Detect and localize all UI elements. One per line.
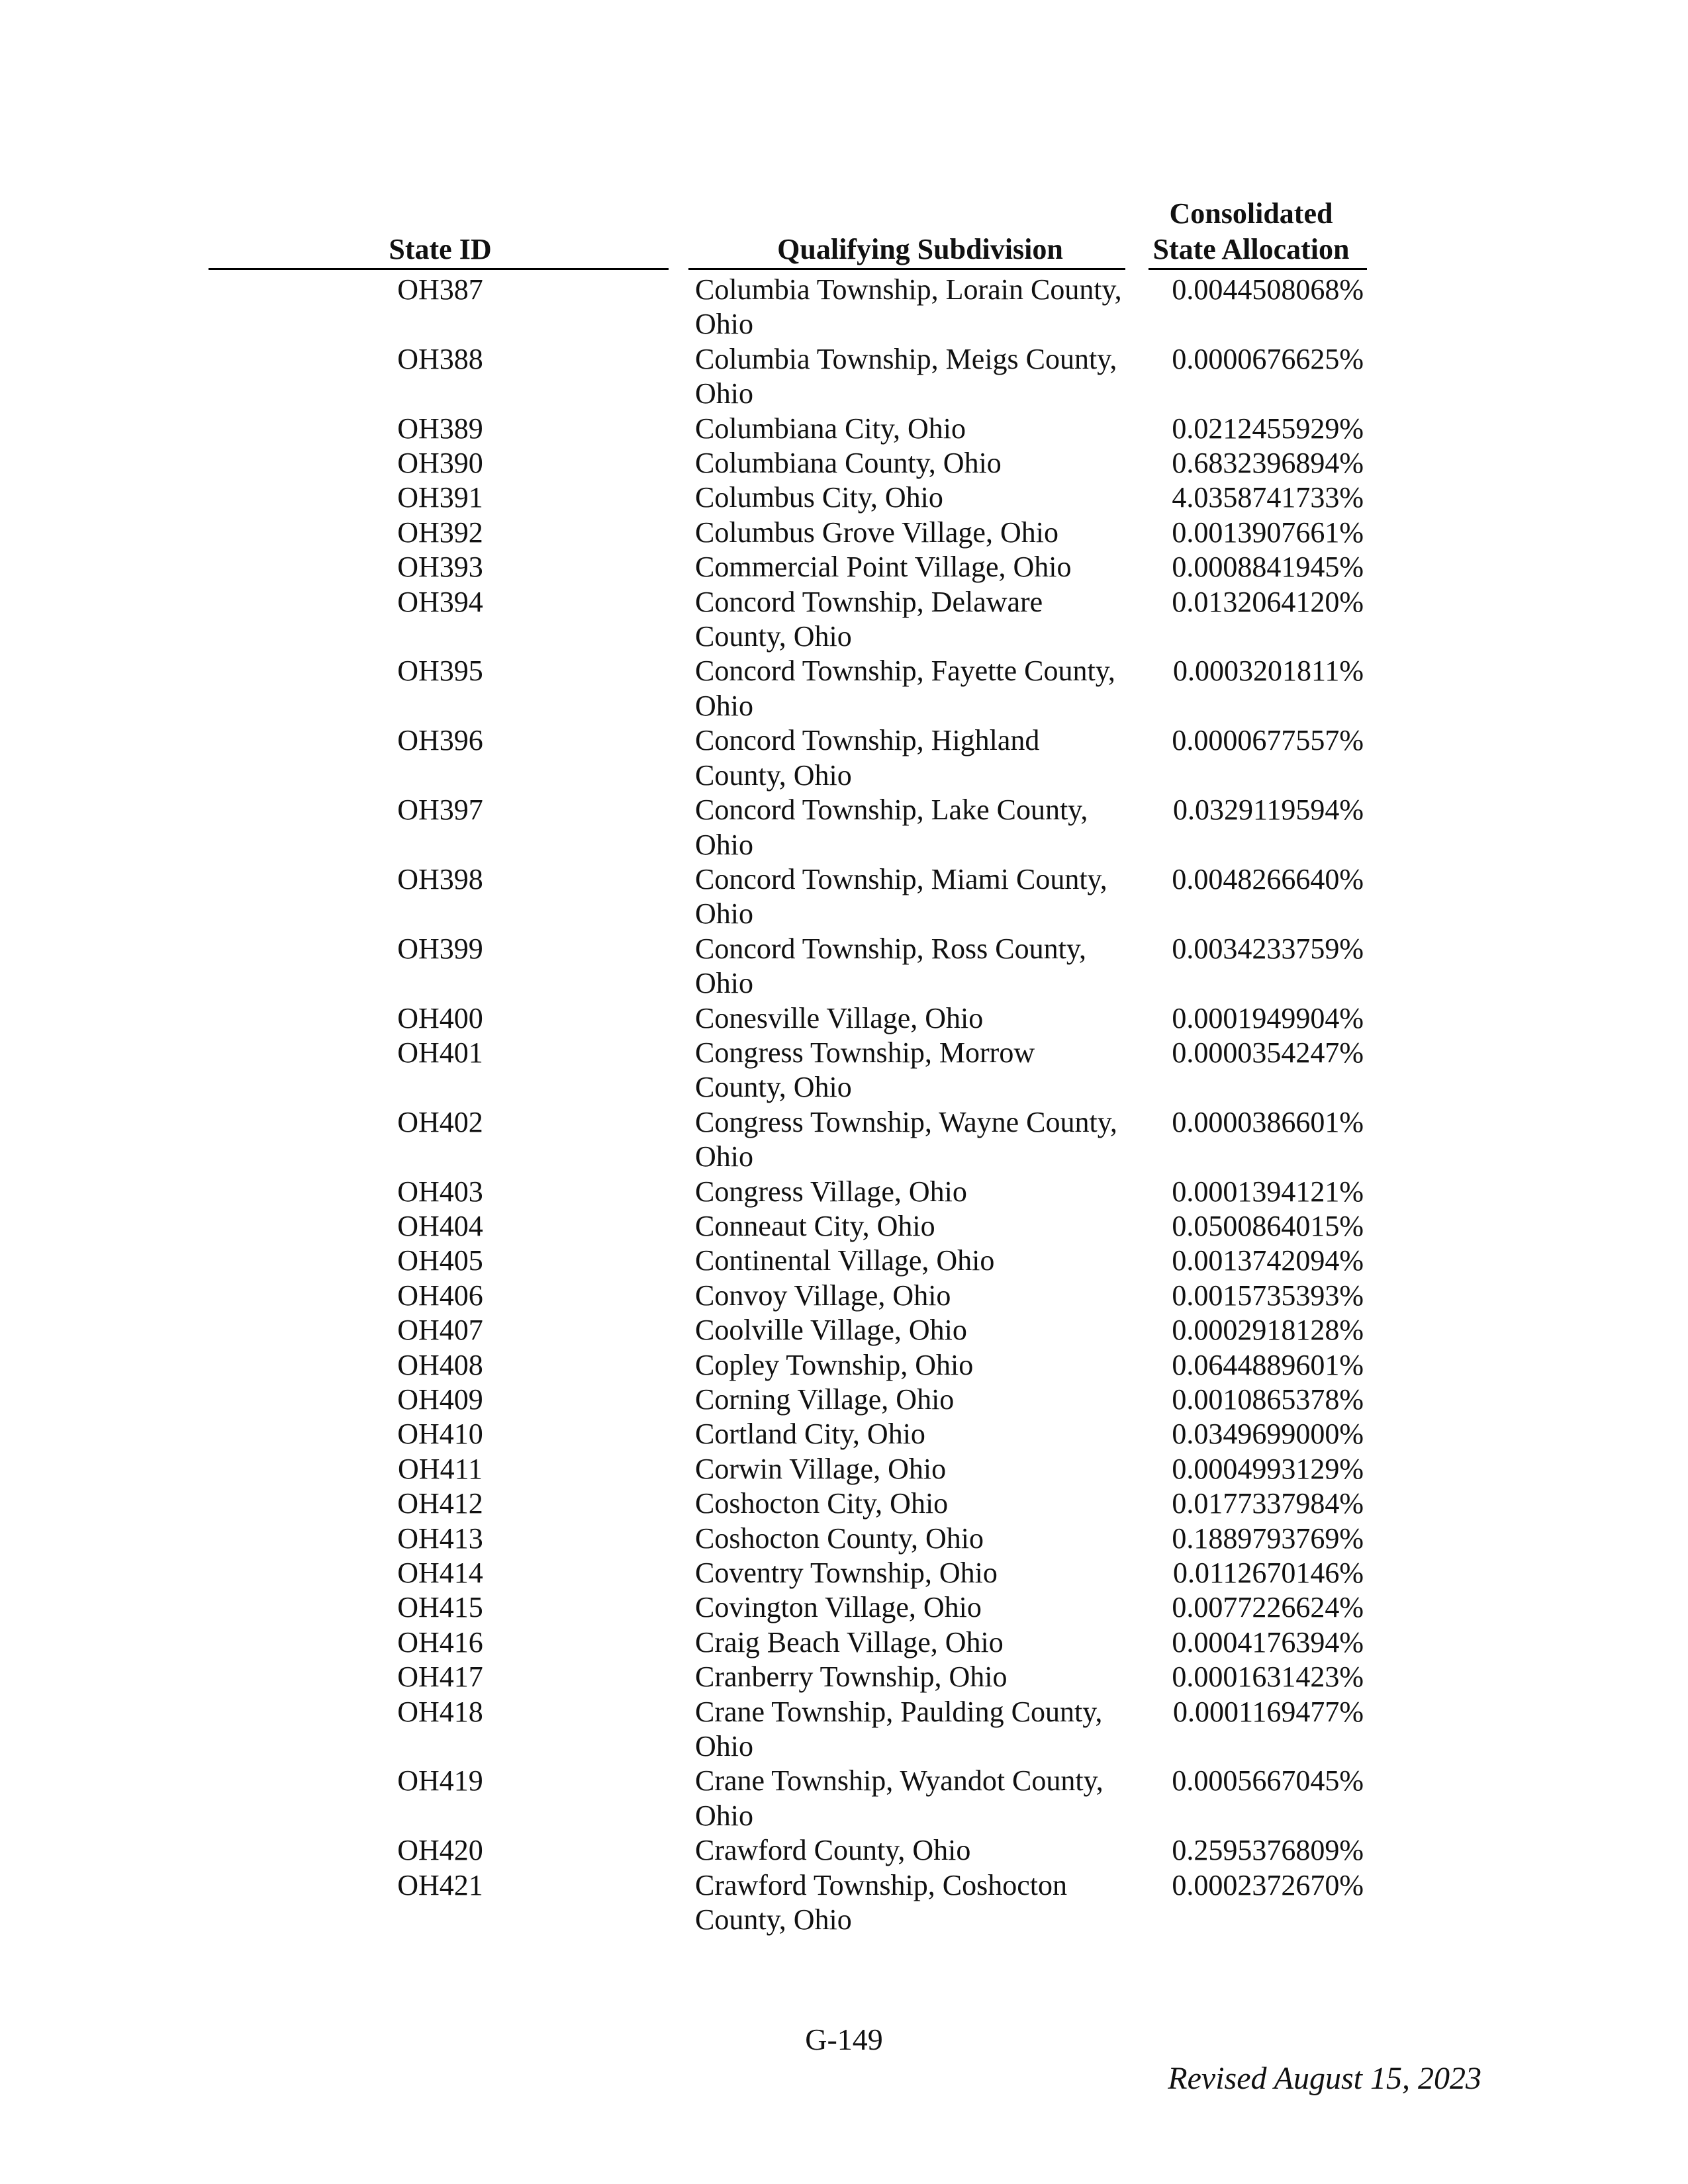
state-id-cell: OH406	[397, 1279, 483, 1312]
allocation-cell: 0.0004176394%	[1172, 1625, 1364, 1659]
table-row	[0, 1244, 1688, 1278]
revision-date: Revised August 15, 2023	[1168, 2061, 1481, 2096]
table-row	[0, 1868, 1688, 1938]
table-row	[0, 1590, 1688, 1625]
subdivision-cell: Columbia Township, Lorain County, Ohio	[695, 273, 1122, 341]
subdivision-cell: Congress Township, Wayne County, Ohio	[695, 1105, 1117, 1173]
allocation-cell: 0.0001169477%	[1172, 1695, 1364, 1728]
state-id-cell: OH421	[397, 1868, 483, 1901]
state-id-cell: OH394	[397, 585, 483, 618]
allocation-cell: 0.0349699000%	[1172, 1418, 1364, 1451]
state-id-cell: OH412	[397, 1487, 483, 1520]
table-row	[0, 1695, 1688, 1764]
subdivision-cell: Columbus City, Ohio	[695, 481, 943, 514]
state-id-cell: OH405	[397, 1244, 483, 1277]
allocation-cell: 0.0002372670%	[1172, 1868, 1364, 1901]
allocation-cell: 0.0132064120%	[1172, 585, 1364, 618]
subdivision-cell: Concord Township, Fayette County, Ohio	[695, 655, 1115, 722]
allocation-table-body	[0, 273, 1688, 1938]
subdivision-cell: Covington Village, Ohio	[695, 1591, 982, 1624]
state-id-cell: OH399	[397, 932, 483, 965]
table-row	[0, 516, 1688, 550]
subdivision-cell: Coshocton County, Ohio	[695, 1522, 984, 1555]
state-id-cell: OH407	[397, 1314, 483, 1347]
allocation-cell: 0.0010865378%	[1172, 1383, 1364, 1416]
subdivision-cell: Columbiana City, Ohio	[695, 412, 966, 445]
table-row	[0, 446, 1688, 480]
header-allocation-line2: State Allocation	[1152, 233, 1350, 265]
state-id-cell: OH401	[397, 1036, 483, 1069]
subdivision-cell: Convoy Village, Ohio	[695, 1279, 951, 1312]
subdivision-cell: Concord Township, Miami County, Ohio	[695, 862, 1107, 931]
subdivision-cell: Commercial Point Village, Ohio	[695, 551, 1072, 584]
state-id-cell: OH416	[397, 1625, 483, 1659]
subdivision-cell: Concord Township, Delaware County, Ohio	[695, 585, 1043, 653]
table-row	[0, 1833, 1688, 1868]
table-row	[0, 273, 1688, 342]
subdivision-cell: Concord Township, Highland County, Ohio	[695, 724, 1040, 792]
state-id-cell: OH390	[397, 447, 483, 480]
header-state-id: State ID	[389, 233, 492, 265]
subdivision-cell: Cranberry Township, Ohio	[695, 1661, 1008, 1694]
subdivision-cell: Conesville Village, Ohio	[695, 1001, 984, 1034]
table-row	[0, 1105, 1688, 1175]
allocation-cell: 0.0001394121%	[1172, 1175, 1364, 1208]
subdivision-cell: Crane Township, Paulding County, Ohio	[695, 1695, 1103, 1763]
subdivision-cell: Columbiana County, Ohio	[695, 447, 1002, 480]
table-row	[0, 1036, 1688, 1105]
table-row	[0, 1660, 1688, 1694]
state-id-cell: OH397	[397, 794, 483, 827]
state-id-cell: OH413	[397, 1522, 483, 1555]
table-row	[0, 342, 1688, 412]
subdivision-cell: Coventry Township, Ohio	[695, 1557, 998, 1590]
table-row	[0, 1452, 1688, 1486]
state-id-cell: OH408	[397, 1348, 483, 1381]
header-rule-state-id	[209, 268, 669, 270]
state-id-cell: OH391	[397, 481, 483, 514]
state-id-cell: OH400	[397, 1001, 483, 1034]
subdivision-cell: Columbia Township, Meigs County, Ohio	[695, 342, 1117, 410]
header-rule-subdivision	[688, 268, 1125, 270]
allocation-cell: 0.0008841945%	[1172, 551, 1364, 584]
table-row	[0, 412, 1688, 446]
state-id-cell: OH414	[397, 1557, 483, 1590]
allocation-cell: 0.0034233759%	[1172, 932, 1364, 965]
table-row	[0, 550, 1688, 584]
table-row	[0, 1486, 1688, 1521]
allocation-cell: 0.0002918128%	[1172, 1314, 1364, 1347]
state-id-cell: OH404	[397, 1209, 483, 1242]
allocation-cell: 0.0004993129%	[1172, 1452, 1364, 1485]
subdivision-cell: Congress Village, Ohio	[695, 1175, 967, 1208]
table-row	[0, 1001, 1688, 1036]
state-id-cell: OH398	[397, 862, 483, 895]
state-id-cell: OH402	[397, 1105, 483, 1138]
state-id-cell: OH417	[397, 1661, 483, 1694]
state-id-cell: OH393	[397, 551, 483, 584]
subdivision-cell: Craig Beach Village, Ohio	[695, 1625, 1004, 1659]
table-row	[0, 1522, 1688, 1556]
state-id-cell: OH411	[398, 1452, 483, 1485]
allocation-cell: 0.2595376809%	[1172, 1834, 1364, 1867]
table-row	[0, 932, 1688, 1001]
allocation-cell: 0.0112670146%	[1172, 1557, 1364, 1590]
table-row	[0, 1313, 1688, 1347]
allocation-cell: 0.0000386601%	[1172, 1105, 1364, 1138]
allocation-cell: 0.0013907661%	[1172, 516, 1364, 549]
subdivision-cell: Copley Township, Ohio	[695, 1348, 974, 1381]
subdivision-cell: Coolville Village, Ohio	[695, 1314, 967, 1347]
header-rule-allocation	[1149, 268, 1367, 270]
table-row	[0, 1556, 1688, 1590]
state-id-cell: OH415	[397, 1591, 483, 1624]
allocation-cell: 0.0212455929%	[1172, 412, 1364, 445]
allocation-cell: 0.0001949904%	[1172, 1001, 1364, 1034]
allocation-cell: 4.0358741733%	[1172, 481, 1364, 514]
subdivision-cell: Concord Township, Ross County, Ohio	[695, 932, 1086, 1000]
allocation-cell: 0.0000677557%	[1172, 724, 1364, 757]
allocation-cell: 0.0329119594%	[1172, 794, 1364, 827]
allocation-cell: 0.0015735393%	[1172, 1279, 1364, 1312]
table-row	[0, 654, 1688, 723]
table-row	[0, 480, 1688, 515]
state-id-cell: OH409	[397, 1383, 483, 1416]
subdivision-cell: Coshocton City, Ohio	[695, 1487, 949, 1520]
state-id-cell: OH389	[397, 412, 483, 445]
allocation-cell: 0.0000354247%	[1172, 1036, 1364, 1069]
state-id-cell: OH420	[397, 1834, 483, 1867]
subdivision-cell: Cortland City, Ohio	[695, 1418, 925, 1451]
allocation-cell: 0.0005667045%	[1172, 1764, 1364, 1797]
page-number: G-149	[805, 2023, 883, 2056]
allocation-cell: 0.0644889601%	[1172, 1348, 1364, 1381]
subdivision-cell: Concord Township, Lake County, Ohio	[695, 794, 1088, 861]
allocation-cell: 0.0048266640%	[1172, 862, 1364, 895]
table-row	[0, 1383, 1688, 1417]
state-id-cell: OH395	[397, 655, 483, 688]
subdivision-cell: Corwin Village, Ohio	[695, 1452, 947, 1485]
allocation-cell: 0.0044508068%	[1172, 273, 1364, 306]
table-row	[0, 1209, 1688, 1244]
table-row	[0, 1348, 1688, 1383]
header-qualifying-subdivision: Qualifying Subdivision	[777, 233, 1063, 265]
table-row	[0, 585, 1688, 655]
header-allocation-line1: Consolidated	[1169, 197, 1333, 230]
subdivision-cell: Crane Township, Wyandot County, Ohio	[695, 1764, 1103, 1832]
table-row	[0, 1764, 1688, 1833]
subdivision-cell: Corning Village, Ohio	[695, 1383, 955, 1416]
table-row	[0, 1175, 1688, 1209]
table-row	[0, 862, 1688, 932]
state-id-cell: OH403	[397, 1175, 483, 1208]
state-id-cell: OH410	[397, 1418, 483, 1451]
table-row	[0, 793, 1688, 862]
allocation-cell: 0.1889793769%	[1172, 1522, 1364, 1555]
state-id-cell: OH419	[397, 1764, 483, 1797]
state-id-cell: OH396	[397, 724, 483, 757]
allocation-cell: 0.0003201811%	[1172, 655, 1364, 688]
table-row	[0, 723, 1688, 793]
state-id-cell: OH392	[397, 516, 483, 549]
subdivision-cell: Crawford Township, Coshocton County, Ohio	[695, 1868, 1067, 1936]
state-id-cell: OH418	[397, 1695, 483, 1728]
subdivision-cell: Conneaut City, Ohio	[695, 1209, 935, 1242]
allocation-cell: 0.6832396894%	[1172, 447, 1364, 480]
subdivision-cell: Crawford County, Ohio	[695, 1834, 971, 1867]
allocation-cell: 0.0177337984%	[1172, 1487, 1364, 1520]
allocation-cell: 0.0000676625%	[1172, 342, 1364, 375]
subdivision-cell: Continental Village, Ohio	[695, 1244, 995, 1277]
subdivision-cell: Congress Township, Morrow County, Ohio	[695, 1036, 1035, 1104]
allocation-cell: 0.0077226624%	[1172, 1591, 1364, 1624]
allocation-cell: 0.0500864015%	[1172, 1209, 1364, 1242]
allocation-cell: 0.0001631423%	[1172, 1661, 1364, 1694]
subdivision-cell: Columbus Grove Village, Ohio	[695, 516, 1058, 549]
state-id-cell: OH388	[397, 342, 483, 375]
table-row	[0, 1417, 1688, 1451]
table-row	[0, 1625, 1688, 1660]
table-row	[0, 1279, 1688, 1313]
allocation-cell: 0.0013742094%	[1172, 1244, 1364, 1277]
state-id-cell: OH387	[397, 273, 483, 306]
